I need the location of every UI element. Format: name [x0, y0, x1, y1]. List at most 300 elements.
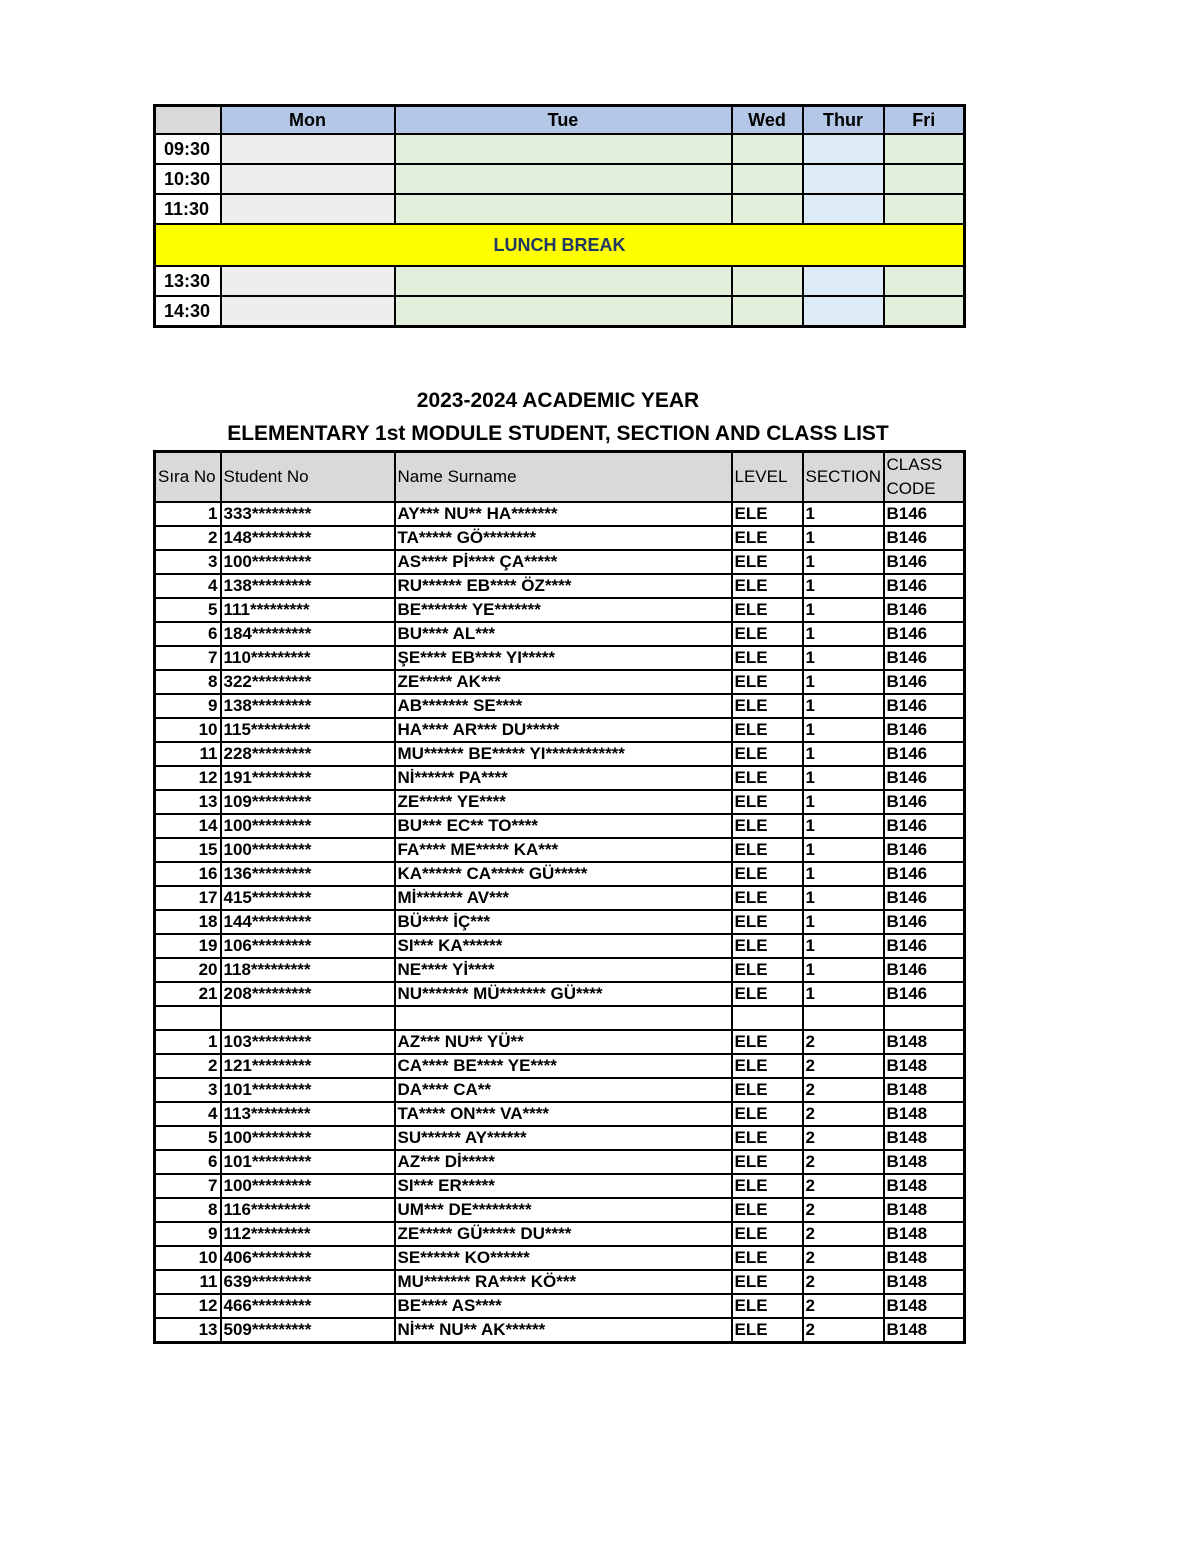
class-code-cell: B146 [884, 574, 965, 598]
student-no-cell: 109********* [221, 790, 395, 814]
section-cell: 1 [803, 958, 884, 982]
section-cell: 2 [803, 1222, 884, 1246]
student-row [155, 550, 965, 574]
level-cell: ELE [732, 550, 803, 574]
lunch-break-label: LUNCH BREAK [155, 224, 965, 266]
student-no-cell: 103********* [221, 1030, 395, 1054]
day-header-tue: Tue [395, 106, 732, 135]
student-row [155, 1150, 965, 1174]
name-surname-cell: ZE***** YE**** [395, 790, 732, 814]
student-row [155, 670, 965, 694]
schedule-day-header-row [155, 106, 965, 135]
class-code-cell: B146 [884, 814, 965, 838]
student-row [155, 1246, 965, 1270]
section-cell: 2 [803, 1198, 884, 1222]
empty-cell [221, 1006, 395, 1030]
level-cell: ELE [732, 670, 803, 694]
day-header-thu: Thur [803, 106, 884, 135]
student-row [155, 646, 965, 670]
schedule-time-row [155, 194, 965, 224]
schedule-cell-thu [803, 134, 884, 164]
section-cell: 2 [803, 1294, 884, 1318]
student-row [155, 790, 965, 814]
schedule-cell-fri [884, 134, 965, 164]
schedule-cell-wed [732, 296, 803, 327]
class-code-cell: B146 [884, 934, 965, 958]
sira-no-cell: 20 [155, 958, 221, 982]
name-surname-cell: Mİ******* AV*** [395, 886, 732, 910]
time-slot-label: 10:30 [155, 164, 221, 194]
schedule-cell-wed [732, 194, 803, 224]
schedule-cell-fri [884, 296, 965, 327]
student-row [155, 526, 965, 550]
student-no-cell: 208********* [221, 982, 395, 1006]
student-no-cell: 101********* [221, 1078, 395, 1102]
student-row [155, 814, 965, 838]
student-row [155, 934, 965, 958]
level-cell: ELE [732, 694, 803, 718]
sira-no-cell: 16 [155, 862, 221, 886]
sira-no-cell: 1 [155, 1030, 221, 1054]
student-row [155, 574, 965, 598]
schedule-cell-fri [884, 164, 965, 194]
section-cell: 1 [803, 862, 884, 886]
class-code-cell: B148 [884, 1174, 965, 1198]
schedule-cell-thu [803, 296, 884, 327]
student-no-cell: 100********* [221, 1126, 395, 1150]
student-no-cell: 111********* [221, 598, 395, 622]
level-cell: ELE [732, 790, 803, 814]
schedule-cell-fri [884, 194, 965, 224]
section-cell: 2 [803, 1246, 884, 1270]
name-surname-cell: Nİ****** PA**** [395, 766, 732, 790]
sira-no-cell: 3 [155, 550, 221, 574]
schedule-cell-wed [732, 134, 803, 164]
section-cell: 1 [803, 718, 884, 742]
sira-no-cell: 3 [155, 1078, 221, 1102]
student-no-cell: 228********* [221, 742, 395, 766]
name-surname-cell: AB******* SE**** [395, 694, 732, 718]
name-surname-cell: KA****** CA***** GÜ***** [395, 862, 732, 886]
student-no-cell: 509********* [221, 1318, 395, 1343]
student-no-cell: 106********* [221, 934, 395, 958]
level-cell: ELE [732, 838, 803, 862]
class-code-cell: B146 [884, 598, 965, 622]
level-cell: ELE [732, 718, 803, 742]
class-code-cell: B146 [884, 982, 965, 1006]
level-cell: ELE [732, 1030, 803, 1054]
student-no-cell: 136********* [221, 862, 395, 886]
level-cell: ELE [732, 1294, 803, 1318]
section-cell: 1 [803, 790, 884, 814]
name-surname-cell: MU******* RA**** KÖ*** [395, 1270, 732, 1294]
section-cell: 1 [803, 598, 884, 622]
student-no-cell: 116********* [221, 1198, 395, 1222]
schedule-time-row [155, 134, 965, 164]
schedule-time-row [155, 164, 965, 194]
header-level: LEVEL [732, 452, 803, 503]
section-cell: 1 [803, 670, 884, 694]
academic-year-title: 2023-2024 ACADEMIC YEAR [416, 389, 700, 412]
class-code-cell: B146 [884, 862, 965, 886]
level-cell: ELE [732, 1054, 803, 1078]
time-slot-label: 09:30 [155, 134, 221, 164]
time-slot-label: 11:30 [155, 194, 221, 224]
schedule-time-row [155, 296, 965, 327]
student-row [155, 1126, 965, 1150]
schedule-cell-mon [221, 266, 395, 296]
schedule-cell-tue [395, 296, 732, 327]
student-no-cell: 110********* [221, 646, 395, 670]
class-code-cell: B146 [884, 790, 965, 814]
level-cell: ELE [732, 886, 803, 910]
class-code-cell: B146 [884, 550, 965, 574]
sira-no-cell: 6 [155, 1150, 221, 1174]
section-cell: 1 [803, 982, 884, 1006]
schedule-body [155, 106, 965, 327]
section-cell: 1 [803, 886, 884, 910]
student-no-cell: 100********* [221, 550, 395, 574]
class-code-cell: B146 [884, 886, 965, 910]
student-row [155, 1294, 965, 1318]
section-cell: 1 [803, 838, 884, 862]
student-no-cell: 144********* [221, 910, 395, 934]
class-code-cell: B148 [884, 1270, 965, 1294]
student-list-table [153, 450, 966, 1344]
schedule-cell-tue [395, 134, 732, 164]
sira-no-cell: 17 [155, 886, 221, 910]
section-cell: 1 [803, 934, 884, 958]
class-code-cell: B146 [884, 766, 965, 790]
sira-no-cell: 8 [155, 1198, 221, 1222]
name-surname-cell: CA**** BE**** YE**** [395, 1054, 732, 1078]
student-no-cell: 191********* [221, 766, 395, 790]
level-cell: ELE [732, 526, 803, 550]
student-row [155, 694, 965, 718]
sira-no-cell: 7 [155, 646, 221, 670]
sira-no-cell: 11 [155, 742, 221, 766]
class-code-cell: B148 [884, 1102, 965, 1126]
class-code-cell: B146 [884, 646, 965, 670]
class-code-cell: B146 [884, 742, 965, 766]
name-surname-cell: AY*** NU** HA******* [395, 502, 732, 526]
student-no-cell: 148********* [221, 526, 395, 550]
student-row [155, 1054, 965, 1078]
sira-no-cell: 13 [155, 790, 221, 814]
class-code-cell: B148 [884, 1246, 965, 1270]
name-surname-cell: ZE***** GÜ***** DU**** [395, 1222, 732, 1246]
name-surname-cell: SE****** KO****** [395, 1246, 732, 1270]
schedule-time-row [155, 266, 965, 296]
level-cell: ELE [732, 1222, 803, 1246]
section-cell: 1 [803, 742, 884, 766]
class-code-cell: B146 [884, 526, 965, 550]
name-surname-cell: SU****** AY****** [395, 1126, 732, 1150]
level-cell: ELE [732, 862, 803, 886]
name-surname-cell: AS**** Pİ**** ÇA***** [395, 550, 732, 574]
name-surname-cell: FA**** ME***** KA*** [395, 838, 732, 862]
student-row [155, 958, 965, 982]
header-class-code: CLASS CODE [884, 452, 965, 503]
level-cell: ELE [732, 1078, 803, 1102]
name-surname-cell: UM*** DE********* [395, 1198, 732, 1222]
student-row [155, 838, 965, 862]
class-code-cell: B146 [884, 718, 965, 742]
sira-no-cell: 6 [155, 622, 221, 646]
level-cell: ELE [732, 1318, 803, 1343]
sira-no-cell: 12 [155, 1294, 221, 1318]
student-row [155, 1174, 965, 1198]
student-no-cell: 115********* [221, 718, 395, 742]
name-surname-cell: SI*** ER***** [395, 1174, 732, 1198]
day-header-wed: Wed [732, 106, 803, 135]
sira-no-cell: 5 [155, 1126, 221, 1150]
class-code-cell: B148 [884, 1054, 965, 1078]
section-cell: 2 [803, 1270, 884, 1294]
student-row [155, 910, 965, 934]
section-cell: 1 [803, 646, 884, 670]
name-surname-cell: HA**** AR*** DU***** [395, 718, 732, 742]
level-cell: ELE [732, 1246, 803, 1270]
sira-no-cell: 5 [155, 598, 221, 622]
schedule-cell-tue [395, 266, 732, 296]
name-surname-cell: ŞE**** EB**** YI***** [395, 646, 732, 670]
level-cell: ELE [732, 814, 803, 838]
sira-no-cell: 9 [155, 1222, 221, 1246]
class-code-cell: B146 [884, 694, 965, 718]
header-student-no: Student No [221, 452, 395, 503]
section-cell: 1 [803, 910, 884, 934]
student-no-cell: 138********* [221, 694, 395, 718]
name-surname-cell: TA***** GÖ******** [395, 526, 732, 550]
level-cell: ELE [732, 502, 803, 526]
section-cell: 2 [803, 1054, 884, 1078]
sira-no-cell: 4 [155, 574, 221, 598]
name-surname-cell: AZ*** Dİ***** [395, 1150, 732, 1174]
class-code-cell: B148 [884, 1150, 965, 1174]
level-cell: ELE [732, 622, 803, 646]
student-row [155, 1222, 965, 1246]
name-surname-cell: BU**** AL*** [395, 622, 732, 646]
level-cell: ELE [732, 646, 803, 670]
schedule-cell-thu [803, 164, 884, 194]
student-no-cell: 112********* [221, 1222, 395, 1246]
sira-no-cell: 8 [155, 670, 221, 694]
day-header-fri: Fri [884, 106, 965, 135]
sira-no-cell: 1 [155, 502, 221, 526]
sira-no-cell: 10 [155, 1246, 221, 1270]
student-row [155, 1078, 965, 1102]
sira-no-cell: 12 [155, 766, 221, 790]
student-row [155, 1030, 965, 1054]
name-surname-cell: DA**** CA** [395, 1078, 732, 1102]
sira-no-cell: 2 [155, 526, 221, 550]
section-cell: 1 [803, 574, 884, 598]
sira-no-cell: 11 [155, 1270, 221, 1294]
student-no-cell: 639********* [221, 1270, 395, 1294]
name-surname-cell: Nİ*** NU** AK****** [395, 1318, 732, 1343]
student-no-cell: 184********* [221, 622, 395, 646]
student-row [155, 1270, 965, 1294]
class-code-cell: B148 [884, 1030, 965, 1054]
section-separator-row [155, 1006, 965, 1030]
student-row [155, 622, 965, 646]
level-cell: ELE [732, 742, 803, 766]
name-surname-cell: ZE***** AK*** [395, 670, 732, 694]
section-cell: 2 [803, 1174, 884, 1198]
class-code-cell: B148 [884, 1222, 965, 1246]
student-row [155, 886, 965, 910]
section-cell: 2 [803, 1318, 884, 1343]
level-cell: ELE [732, 1174, 803, 1198]
section-cell: 2 [803, 1102, 884, 1126]
time-slot-label: 14:30 [155, 296, 221, 327]
level-cell: ELE [732, 958, 803, 982]
student-row [155, 718, 965, 742]
class-code-cell: B146 [884, 958, 965, 982]
class-code-cell: B146 [884, 910, 965, 934]
sira-no-cell: 15 [155, 838, 221, 862]
schedule-cell-tue [395, 164, 732, 194]
class-code-cell: B148 [884, 1318, 965, 1343]
level-cell: ELE [732, 1102, 803, 1126]
student-no-cell: 101********* [221, 1150, 395, 1174]
student-no-cell: 118********* [221, 958, 395, 982]
student-row [155, 598, 965, 622]
schedule-cell-mon [221, 194, 395, 224]
sira-no-cell: 4 [155, 1102, 221, 1126]
student-no-cell: 100********* [221, 838, 395, 862]
schedule-cell-wed [732, 164, 803, 194]
student-no-cell: 113********* [221, 1102, 395, 1126]
sira-no-cell: 21 [155, 982, 221, 1006]
student-row [155, 766, 965, 790]
student-no-cell: 406********* [221, 1246, 395, 1270]
schedule-cell-mon [221, 134, 395, 164]
section-cell: 1 [803, 622, 884, 646]
student-no-cell: 322********* [221, 670, 395, 694]
level-cell: ELE [732, 910, 803, 934]
student-no-cell: 415********* [221, 886, 395, 910]
level-cell: ELE [732, 982, 803, 1006]
sira-no-cell: 18 [155, 910, 221, 934]
name-surname-cell: SI*** KA****** [395, 934, 732, 958]
name-surname-cell: AZ*** NU** YÜ** [395, 1030, 732, 1054]
level-cell: ELE [732, 1126, 803, 1150]
schedule-cell-thu [803, 266, 884, 296]
section-cell: 1 [803, 694, 884, 718]
schedule-cell-thu [803, 194, 884, 224]
sira-no-cell: 2 [155, 1054, 221, 1078]
name-surname-cell: NE**** Yİ**** [395, 958, 732, 982]
section-cell: 1 [803, 550, 884, 574]
name-surname-cell: MU****** BE***** YI************ [395, 742, 732, 766]
class-code-cell: B146 [884, 502, 965, 526]
class-code-cell: B146 [884, 622, 965, 646]
section-cell: 1 [803, 814, 884, 838]
schedule-cell-wed [732, 266, 803, 296]
sira-no-cell: 19 [155, 934, 221, 958]
empty-cell [155, 1006, 221, 1030]
sira-no-cell: 10 [155, 718, 221, 742]
student-row [155, 1198, 965, 1222]
name-surname-cell: BU*** EC** TO**** [395, 814, 732, 838]
class-code-cell: B148 [884, 1078, 965, 1102]
empty-cell [803, 1006, 884, 1030]
weekly-schedule-table [153, 104, 966, 328]
sira-no-cell: 14 [155, 814, 221, 838]
student-no-cell: 100********* [221, 1174, 395, 1198]
day-header-mon: Mon [221, 106, 395, 135]
class-list-title: ELEMENTARY 1st MODULE STUDENT, SECTION AND CLASS LIST [227, 422, 889, 445]
section-cell: 1 [803, 502, 884, 526]
level-cell: ELE [732, 766, 803, 790]
class-code-cell: B148 [884, 1294, 965, 1318]
level-cell: ELE [732, 598, 803, 622]
class-code-cell: B148 [884, 1126, 965, 1150]
sira-no-cell: 13 [155, 1318, 221, 1343]
level-cell: ELE [732, 1270, 803, 1294]
header-name-surname: Name Surname [395, 452, 732, 503]
name-surname-cell: RU****** EB**** ÖZ**** [395, 574, 732, 598]
level-cell: ELE [732, 574, 803, 598]
name-surname-cell: NU******* MÜ******* GÜ**** [395, 982, 732, 1006]
student-row [155, 862, 965, 886]
level-cell: ELE [732, 1150, 803, 1174]
student-no-cell: 466********* [221, 1294, 395, 1318]
name-surname-cell: BE******* YE******* [395, 598, 732, 622]
student-no-cell: 121********* [221, 1054, 395, 1078]
student-row [155, 1102, 965, 1126]
name-surname-cell: TA**** ON*** VA**** [395, 1102, 732, 1126]
student-list-header-row [155, 452, 965, 503]
lunch-break-row [155, 224, 965, 266]
section-cell: 1 [803, 526, 884, 550]
student-row [155, 742, 965, 766]
name-surname-cell: BE**** AS**** [395, 1294, 732, 1318]
schedule-cell-mon [221, 296, 395, 327]
sira-no-cell: 7 [155, 1174, 221, 1198]
empty-cell [732, 1006, 803, 1030]
time-slot-label: 13:30 [155, 266, 221, 296]
name-surname-cell: BÜ**** İÇ*** [395, 910, 732, 934]
sira-no-cell: 9 [155, 694, 221, 718]
student-row [155, 1318, 965, 1343]
header-sira-no: Sıra No [155, 452, 221, 503]
section-cell: 2 [803, 1078, 884, 1102]
section-cell: 1 [803, 766, 884, 790]
empty-cell [884, 1006, 965, 1030]
section-cell: 2 [803, 1150, 884, 1174]
student-no-cell: 333********* [221, 502, 395, 526]
student-row [155, 502, 965, 526]
student-row [155, 982, 965, 1006]
schedule-cell-mon [221, 164, 395, 194]
student-no-cell: 100********* [221, 814, 395, 838]
class-code-cell: B146 [884, 670, 965, 694]
level-cell: ELE [732, 1198, 803, 1222]
section-cell: 2 [803, 1126, 884, 1150]
empty-cell [395, 1006, 732, 1030]
schedule-cell-fri [884, 266, 965, 296]
level-cell: ELE [732, 934, 803, 958]
student-no-cell: 138********* [221, 574, 395, 598]
class-code-cell: B148 [884, 1198, 965, 1222]
schedule-corner-cell [155, 106, 221, 135]
section-cell: 2 [803, 1030, 884, 1054]
schedule-cell-tue [395, 194, 732, 224]
student-list-body [155, 452, 965, 1343]
